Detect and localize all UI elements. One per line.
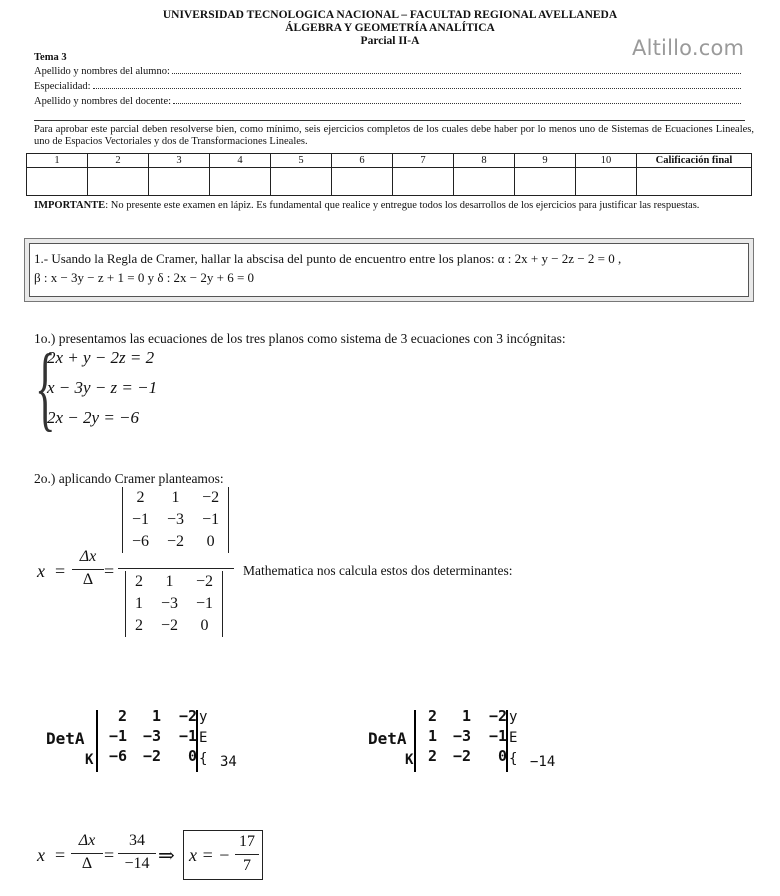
- grade-table: [26, 153, 752, 196]
- mathematica-matrix-right: [416, 706, 508, 766]
- answer-box: [183, 830, 263, 880]
- fraction-line-1: [72, 569, 104, 570]
- matrix-cell: −2: [167, 533, 185, 550]
- instructions: Para aprobar este parcial deben resolverse bien, como mínimo, seis ejercicios completos de los cuales debe haber por lo menos uno de Sistemas de Ecuaciones Lineales, uno de Espacios Vectoriales y dos de Transformaciones Lineales.: [34, 124, 754, 147]
- matrix-cell: 2: [117, 707, 127, 725]
- matrix-cell: −1: [108, 727, 127, 745]
- matrix-cell: −2: [161, 617, 179, 634]
- numerator-determinant: [122, 487, 229, 553]
- matrix-cell: 1: [165, 573, 174, 590]
- system-equations: [47, 343, 157, 433]
- lmark-left: K: [85, 752, 94, 768]
- docente-field[interactable]: [34, 94, 741, 108]
- step1-text: 1o.) presentamos las ecuaciones de los tres planos como sistema de 3 ecuaciones con 3 incógnitas:: [34, 331, 566, 346]
- mark-y: y: [509, 709, 518, 725]
- final-fraction-line-1: [71, 853, 103, 854]
- score-cell[interactable]: [271, 168, 332, 196]
- matrix-cell: 1: [171, 489, 180, 506]
- mark-brace: {: [199, 751, 208, 767]
- matrix-cell: 0: [187, 747, 197, 765]
- final-delta-x: Δx: [78, 832, 96, 849]
- matrix-cell: 2: [135, 617, 143, 634]
- score-cell[interactable]: [515, 168, 576, 196]
- alumno-label: Apellido y nombres del alumno:: [34, 66, 170, 77]
- mark-y: y: [199, 709, 208, 725]
- fraction-line-2: [118, 568, 234, 569]
- system-brace: {: [35, 334, 56, 440]
- score-cell[interactable]: [454, 168, 515, 196]
- matrix-cell: −3: [167, 511, 185, 528]
- matrix-cell: 1: [135, 595, 143, 612]
- score-cell[interactable]: [210, 168, 271, 196]
- answer-lhs: x = −: [189, 845, 231, 865]
- matrix-cell: −2: [452, 747, 471, 765]
- matrix-cell: 1: [461, 707, 471, 725]
- mark-e: E: [199, 730, 208, 746]
- important-label: IMPORTANTE: [34, 200, 106, 211]
- matrix-cell: 1: [151, 707, 161, 725]
- equation-2: x − 3y − z = −1: [47, 378, 158, 397]
- final-x: x: [37, 845, 45, 865]
- divider: [34, 120, 745, 121]
- grade-col-10: 10: [576, 154, 637, 168]
- final-eq1: =: [55, 845, 66, 865]
- matrix-cell: −2: [142, 747, 161, 765]
- matrix-cell: −2: [202, 489, 220, 506]
- question-box: [29, 243, 749, 297]
- grade-table-header-row: [27, 154, 752, 168]
- matrix-cell: 0: [200, 617, 209, 634]
- score-cell[interactable]: [393, 168, 454, 196]
- cramer-eq2: =: [104, 561, 115, 581]
- question-line-2: β : x − 3y − z + 1 = 0 y δ : 2x − 2y + 6 = 0: [34, 270, 255, 285]
- matrix-cell: −3: [452, 727, 471, 745]
- matrix-cell: −1: [488, 727, 507, 745]
- matrix-cell: −2: [196, 573, 214, 590]
- marks-right: [509, 707, 517, 770]
- university-title: UNIVERSIDAD TECNOLOGICA NACIONAL – FACULTAD REGIONAL AVELLANEDA: [162, 9, 618, 21]
- cramer-delta-x: Δx: [79, 548, 97, 565]
- tema-label: Tema 3: [34, 52, 67, 63]
- denominator-determinant: [125, 571, 223, 637]
- matrix-cell: 2: [427, 747, 437, 765]
- answer-den: 7: [243, 857, 251, 874]
- matrix-cell: −1: [132, 511, 150, 528]
- deta-label-right: DetA: [368, 729, 407, 748]
- matrix-cell: −2: [488, 707, 507, 725]
- cramer-delta: Δ: [82, 571, 94, 588]
- det-result-left: 34: [220, 754, 237, 770]
- docente-label: Apellido y nombres del docente:: [34, 96, 172, 107]
- grade-col-6: 6: [332, 154, 393, 168]
- matrix-cell: −6: [108, 747, 127, 765]
- matrix-cell: −3: [161, 595, 179, 612]
- equation-1: 2x + y − 2z = 2: [47, 348, 155, 367]
- final-den: −14: [124, 855, 150, 872]
- mark-e: E: [509, 730, 518, 746]
- important-text: : No presente este examen en lápiz. Es fundamental que realice y entregue todos los desarrollos de los ejercicios para justificar las respuestas.: [105, 200, 700, 211]
- matrix-cell: −1: [178, 727, 197, 745]
- score-cell[interactable]: [149, 168, 210, 196]
- grade-table-score-row: [27, 168, 752, 196]
- det-result-right: −14: [530, 754, 556, 770]
- cramer-eq1: =: [55, 561, 66, 581]
- final-fraction-line-2: [118, 853, 156, 854]
- marks-left: [199, 707, 207, 770]
- matrix-cell: −3: [142, 727, 161, 745]
- final-delta: Δ: [81, 855, 93, 872]
- score-cell[interactable]: [576, 168, 637, 196]
- grade-col-3: 3: [149, 154, 210, 168]
- alumno-field[interactable]: [34, 64, 741, 78]
- exam-title: Parcial II-A: [360, 35, 420, 47]
- lmark-right: K: [405, 752, 414, 768]
- implies-arrow: ⇒: [158, 845, 175, 867]
- matrix-cell: 0: [206, 533, 215, 550]
- matrix-cell: 2: [135, 573, 143, 590]
- course-title: ÁLGEBRA Y GEOMETRÍA ANALÍTICA: [285, 22, 495, 34]
- matrix-cell: 2: [427, 707, 437, 725]
- question-line-1: 1.- Usando la Regla de Cramer, hallar la abscisa del punto de encuentro entre los planos: α : 2x + y − 2z − 2 = 0 ,: [34, 251, 622, 266]
- answer-fraction-line: [235, 854, 259, 855]
- mathematica-matrix-left: [98, 706, 198, 766]
- final-eq2: =: [104, 845, 115, 865]
- grade-col-2: 2: [88, 154, 149, 168]
- score-cell[interactable]: [88, 168, 149, 196]
- equation-3: 2x − 2y = −6: [47, 408, 140, 427]
- matrix-cell: −1: [196, 595, 214, 612]
- grade-col-9: 9: [515, 154, 576, 168]
- matrix-cell: −2: [178, 707, 197, 725]
- matrix-cell: −6: [132, 533, 150, 550]
- especialidad-field[interactable]: [34, 79, 741, 93]
- cramer-x: x: [37, 561, 45, 581]
- altillo-watermark: Altillo.com: [632, 36, 745, 60]
- final-num: 34: [129, 832, 145, 849]
- score-cell[interactable]: [332, 168, 393, 196]
- grade-col-final: Calificación final: [637, 154, 752, 168]
- important-note: [34, 200, 754, 212]
- matrix-cell: 2: [136, 489, 145, 506]
- matrix-cell: 1: [427, 727, 437, 745]
- matrix-cell: 0: [497, 747, 507, 765]
- matrix-cell: −1: [202, 511, 220, 528]
- final-score-cell[interactable]: [637, 168, 752, 196]
- grade-col-8: 8: [454, 154, 515, 168]
- score-cell[interactable]: [27, 168, 88, 196]
- mark-brace: {: [509, 751, 518, 767]
- grade-col-4: 4: [210, 154, 271, 168]
- grade-col-1: 1: [27, 154, 88, 168]
- grade-col-7: 7: [393, 154, 454, 168]
- answer-num: 17: [239, 833, 255, 850]
- step2-text: 2o.) aplicando Cramer planteamos:: [34, 471, 224, 486]
- mathematica-note: Mathematica nos calcula estos dos determinantes:: [243, 563, 513, 578]
- deta-label-left: DetA: [46, 729, 85, 748]
- especialidad-label: Especialidad:: [34, 81, 91, 92]
- grade-col-5: 5: [271, 154, 332, 168]
